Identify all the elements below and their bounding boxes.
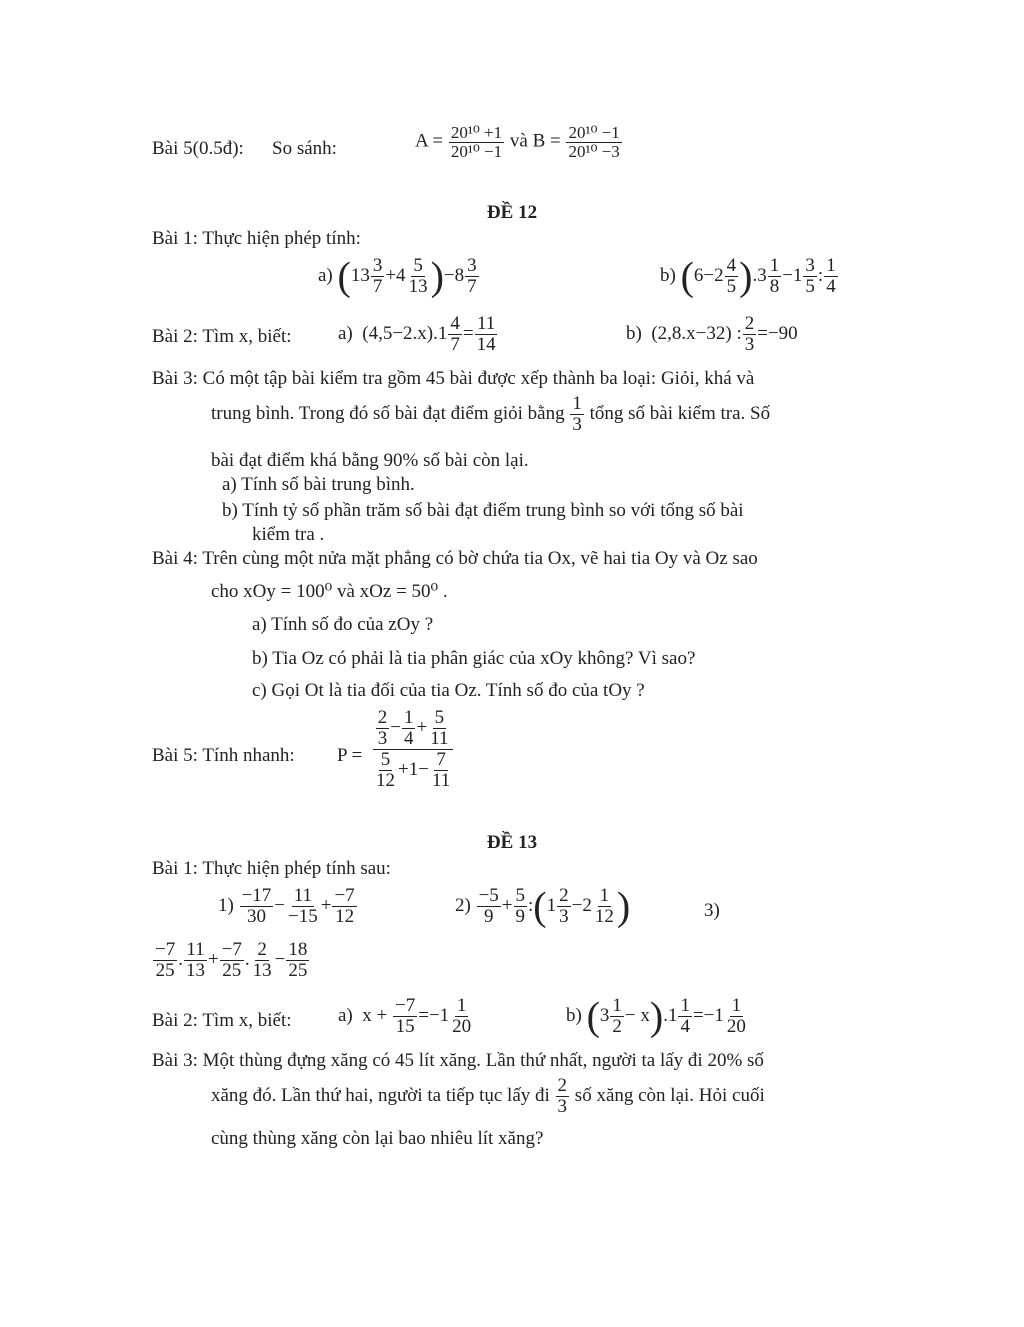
de13-bai2-b: b) (3 $\frac{1}{2}$ − x).1 $\frac{1}{4}$ =−1 $\frac{1}{20}$ <box>566 993 746 1039</box>
de12-bai2-a: a) (4,5−2.x).1 $\frac{4}{7}$ = $\frac{11}{14}$ <box>338 313 496 355</box>
de13-bai1-p2: 2) $\frac{-5}{9}$ + $\frac{5}{9}$ :(1 $\frac{2}{3}$ −2 $\frac{1}{12}$ ) <box>455 883 631 929</box>
de13-bai2-a: a) x + $\frac{-7}{15}$ =−1 $\frac{1}{20}$ <box>338 995 472 1037</box>
de12-bai1-b: b) (6−2 $\frac{4}{5}$ ).3 $\frac{1}{8}$ −1 $\frac{3}{5}$ : $\frac{1}{4}$ <box>660 253 836 299</box>
de13-bai1-p1: 1) $\frac{-17}{30}$ − $\frac{11}{-15}$ + $\frac{-7}{12}$ <box>218 885 355 927</box>
de12-bai4-line1: Bài 4: Trên cùng một nửa mặt phẳng có bờ chứa tia Ox, vẽ hai tia Oy và Oz sao <box>152 548 758 569</box>
de13-bai1-p3-label: 3) <box>704 900 720 921</box>
de12-bai3-a: a) Tính số bài trung bình. <box>222 474 415 495</box>
de12-bai1-a: a) (13 $\frac{3}{7}$ +4 $\frac{5}{13}$ )−8 $\frac{3}{7}$ <box>318 253 477 299</box>
de13-bai1-p3: $\frac{-7}{25}$ . $\frac{11}{13}$ + $\frac{-7}{25}$ . $\frac{2}{13}$ − $\frac{18}{25}$ <box>155 939 308 981</box>
de12-bai4-b: b) Tia Oz có phải là tia phân giác của xOy không? Vì sao? <box>252 648 696 669</box>
de13-bai1-label: Bài 1: Thực hiện phép tính sau: <box>152 858 391 879</box>
de12-bai3-line1: Bài 3: Có một tập bài kiểm tra gồm 45 bài được xếp thành ba loại: Giỏi, khá và <box>152 368 755 389</box>
bai5-top-formula: A = $\frac{\text{20¹⁰ +1}}{\text{20¹⁰ −1}}$ và B = $\frac{\text{20¹⁰ −1}}{\text{20¹⁰ −3}}$ <box>415 123 620 161</box>
de12-bai3-b1: b) Tính tỷ số phần trăm số bài đạt điểm trung bình so với tổng số bài <box>222 500 744 521</box>
de13-bai3-line1: Bài 3: Một thùng đựng xăng có 45 lít xăng. Lần thứ nhất, người ta lấy đi 20% số <box>152 1050 764 1071</box>
bai5-top-label: Bài 5(0.5đ): <box>152 138 244 159</box>
de13-bai3-line2: xăng đó. Lần thứ hai, người ta tiếp tục lấy đi $\frac{2}{3}$ số xăng còn lại. Hỏi cuối <box>211 1075 765 1117</box>
de12-bai4-a: a) Tính số đo của zOy ? <box>252 614 434 635</box>
de12-title: ĐỀ 12 <box>486 202 538 223</box>
de12-bai2-label: Bài 2: Tìm x, biết: <box>152 326 292 347</box>
de12-bai4-line2: cho xOy = 100⁰ và xOz = 50⁰ . <box>211 581 448 602</box>
de12-bai5-label: Bài 5: Tính nhanh: <box>152 745 295 766</box>
bai5-top-task: So sánh: <box>272 138 337 159</box>
de12-bai5-fraction: $\frac{2}{3}$ − $\frac{1}{4}$ + $\frac{5}{11}$ $\frac{5}{12}$ +1− $\frac{7}{11}$ <box>370 708 456 791</box>
de12-bai5-p: P = <box>337 745 363 766</box>
de12-bai1-label: Bài 1: Thực hiện phép tính: <box>152 228 361 249</box>
de12-bai4-c: c) Gọi Ot là tia đối của tia Oz. Tính số đo của tOy ? <box>252 680 645 701</box>
de13-bai2-label: Bài 2: Tìm x, biết: <box>152 1010 292 1031</box>
de13-bai3-line3: cùng thùng xăng còn lại bao nhiêu lít xăng? <box>211 1128 544 1149</box>
de12-bai3-line2: trung bình. Trong đó số bài đạt điểm giỏi bằng $\frac{1}{3}$ tổng số bài kiểm tra. Số <box>211 393 771 435</box>
de13-title: ĐỀ 13 <box>486 832 538 853</box>
de12-bai3-line3: bài đạt điểm khá bằng 90% số bài còn lại. <box>211 450 529 471</box>
de12-bai2-b: b) (2,8.x−32) : $\frac{2}{3}$ =−90 <box>626 313 798 355</box>
de12-bai3-b2: kiểm tra . <box>252 524 325 545</box>
